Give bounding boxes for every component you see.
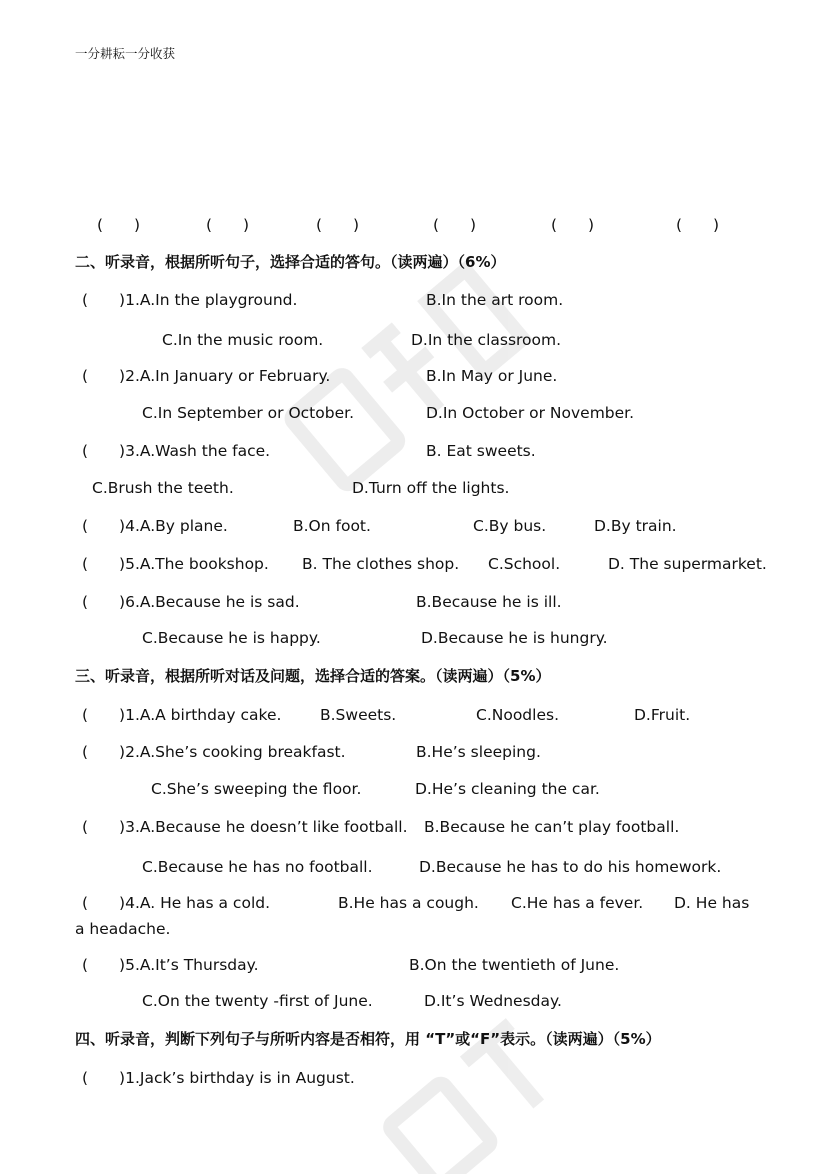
s3-q1-stem: ( )1.A.A birthday cake. xyxy=(82,706,282,724)
page-header: 一分耕耘一分收获 xyxy=(75,46,176,61)
answer-bracket-6: ( ) xyxy=(676,216,720,234)
s2-q1-option-c: C.In the music room. xyxy=(162,331,324,349)
s3-q3-option-c: C.Because he has no football. xyxy=(142,858,373,876)
s2-q5-option-c: C.School. xyxy=(488,555,561,573)
s3-q4-option-d-continued: a headache. xyxy=(75,920,171,938)
s3-q1-option-d: D.Fruit. xyxy=(634,706,691,724)
s3-q4-option-c: C.He has a fever. xyxy=(511,894,644,912)
s2-q4-stem: ( )4.A.By plane. xyxy=(82,517,228,535)
s2-q6-option-c: C.Because he is happy. xyxy=(142,629,321,647)
answer-bracket-5: ( ) xyxy=(551,216,595,234)
s3-q3-option-b: B.Because he can’t play football. xyxy=(424,818,680,836)
s2-q1-option-b: B.In the art room. xyxy=(426,291,564,309)
s2-q3-option-c: C.Brush the teeth. xyxy=(92,479,234,497)
s2-q2-option-c: C.In September or October. xyxy=(142,404,354,422)
answer-bracket-2: ( ) xyxy=(206,216,250,234)
s3-q5-stem: ( )5.A.It’s Thursday. xyxy=(82,956,259,974)
s2-q6-stem: ( )6.A.Because he is sad. xyxy=(82,593,300,611)
s3-q2-option-b: B.He’s sleeping. xyxy=(416,743,541,761)
s3-q3-option-d: D.Because he has to do his homework. xyxy=(419,858,722,876)
s3-q5-option-b: B.On the twentieth of June. xyxy=(409,956,620,974)
s2-q4-option-d: D.By train. xyxy=(594,517,677,535)
s2-q5-option-b: B. The clothes shop. xyxy=(302,555,460,573)
s2-q4-option-c: C.By bus. xyxy=(473,517,547,535)
s3-q4-option-d: D. He has xyxy=(674,894,750,912)
s2-q3-option-b: B. Eat sweets. xyxy=(426,442,536,460)
s3-q1-option-c: C.Noodles. xyxy=(476,706,559,724)
s2-q5-option-d: D. The supermarket. xyxy=(608,555,767,573)
s2-q4-option-b: B.On foot. xyxy=(293,517,371,535)
s3-q5-option-d: D.It’s Wednesday. xyxy=(424,992,562,1010)
s3-q5-option-c: C.On the twenty -first of June. xyxy=(142,992,373,1010)
s2-q5-stem: ( )5.A.The bookshop. xyxy=(82,555,269,573)
s2-q3-option-d: D.Turn off the lights. xyxy=(352,479,510,497)
s3-q4-option-b: B.He has a cough. xyxy=(338,894,479,912)
s3-q2-stem: ( )2.A.She’s cooking breakfast. xyxy=(82,743,346,761)
s3-q1-option-b: B.Sweets. xyxy=(320,706,397,724)
s2-q2-option-d: D.In October or November. xyxy=(426,404,635,422)
s2-q1-stem: ( )1.A.In the playground. xyxy=(82,291,298,309)
s3-q2-option-d: D.He’s cleaning the car. xyxy=(415,780,600,798)
section-3-title: 三、听录音，根据所听对话及问题，选择合适的答案。（读两遍）（5%） xyxy=(75,667,551,685)
s3-q4-stem: ( )4.A. He has a cold. xyxy=(82,894,271,912)
s2-q1-option-d: D.In the classroom. xyxy=(411,331,562,349)
s3-q3-stem: ( )3.A.Because he doesn’t like football. xyxy=(82,818,408,836)
s2-q2-option-b: B.In May or June. xyxy=(426,367,558,385)
section-2-title: 二、听录音，根据所听句子，选择合适的答句。（读两遍）（6%） xyxy=(75,253,506,271)
s2-q3-stem: ( )3.A.Wash the face. xyxy=(82,442,271,460)
s3-q2-option-c: C.She’s sweeping the floor. xyxy=(151,780,362,798)
s2-q2-stem: ( )2.A.In January or February. xyxy=(82,367,331,385)
s4-q1-statement: ( )1.Jack’s birthday is in August. xyxy=(82,1069,355,1087)
answer-bracket-3: ( ) xyxy=(316,216,360,234)
answer-bracket-1: ( ) xyxy=(97,216,141,234)
section-4-title: 四、听录音，判断下列句子与所听内容是否相符，用 “T”或“F”表示。（读两遍）（5%） xyxy=(75,1030,661,1048)
answer-bracket-4: ( ) xyxy=(433,216,477,234)
s2-q6-option-b: B.Because he is ill. xyxy=(416,593,562,611)
s2-q6-option-d: D.Because he is hungry. xyxy=(421,629,608,647)
